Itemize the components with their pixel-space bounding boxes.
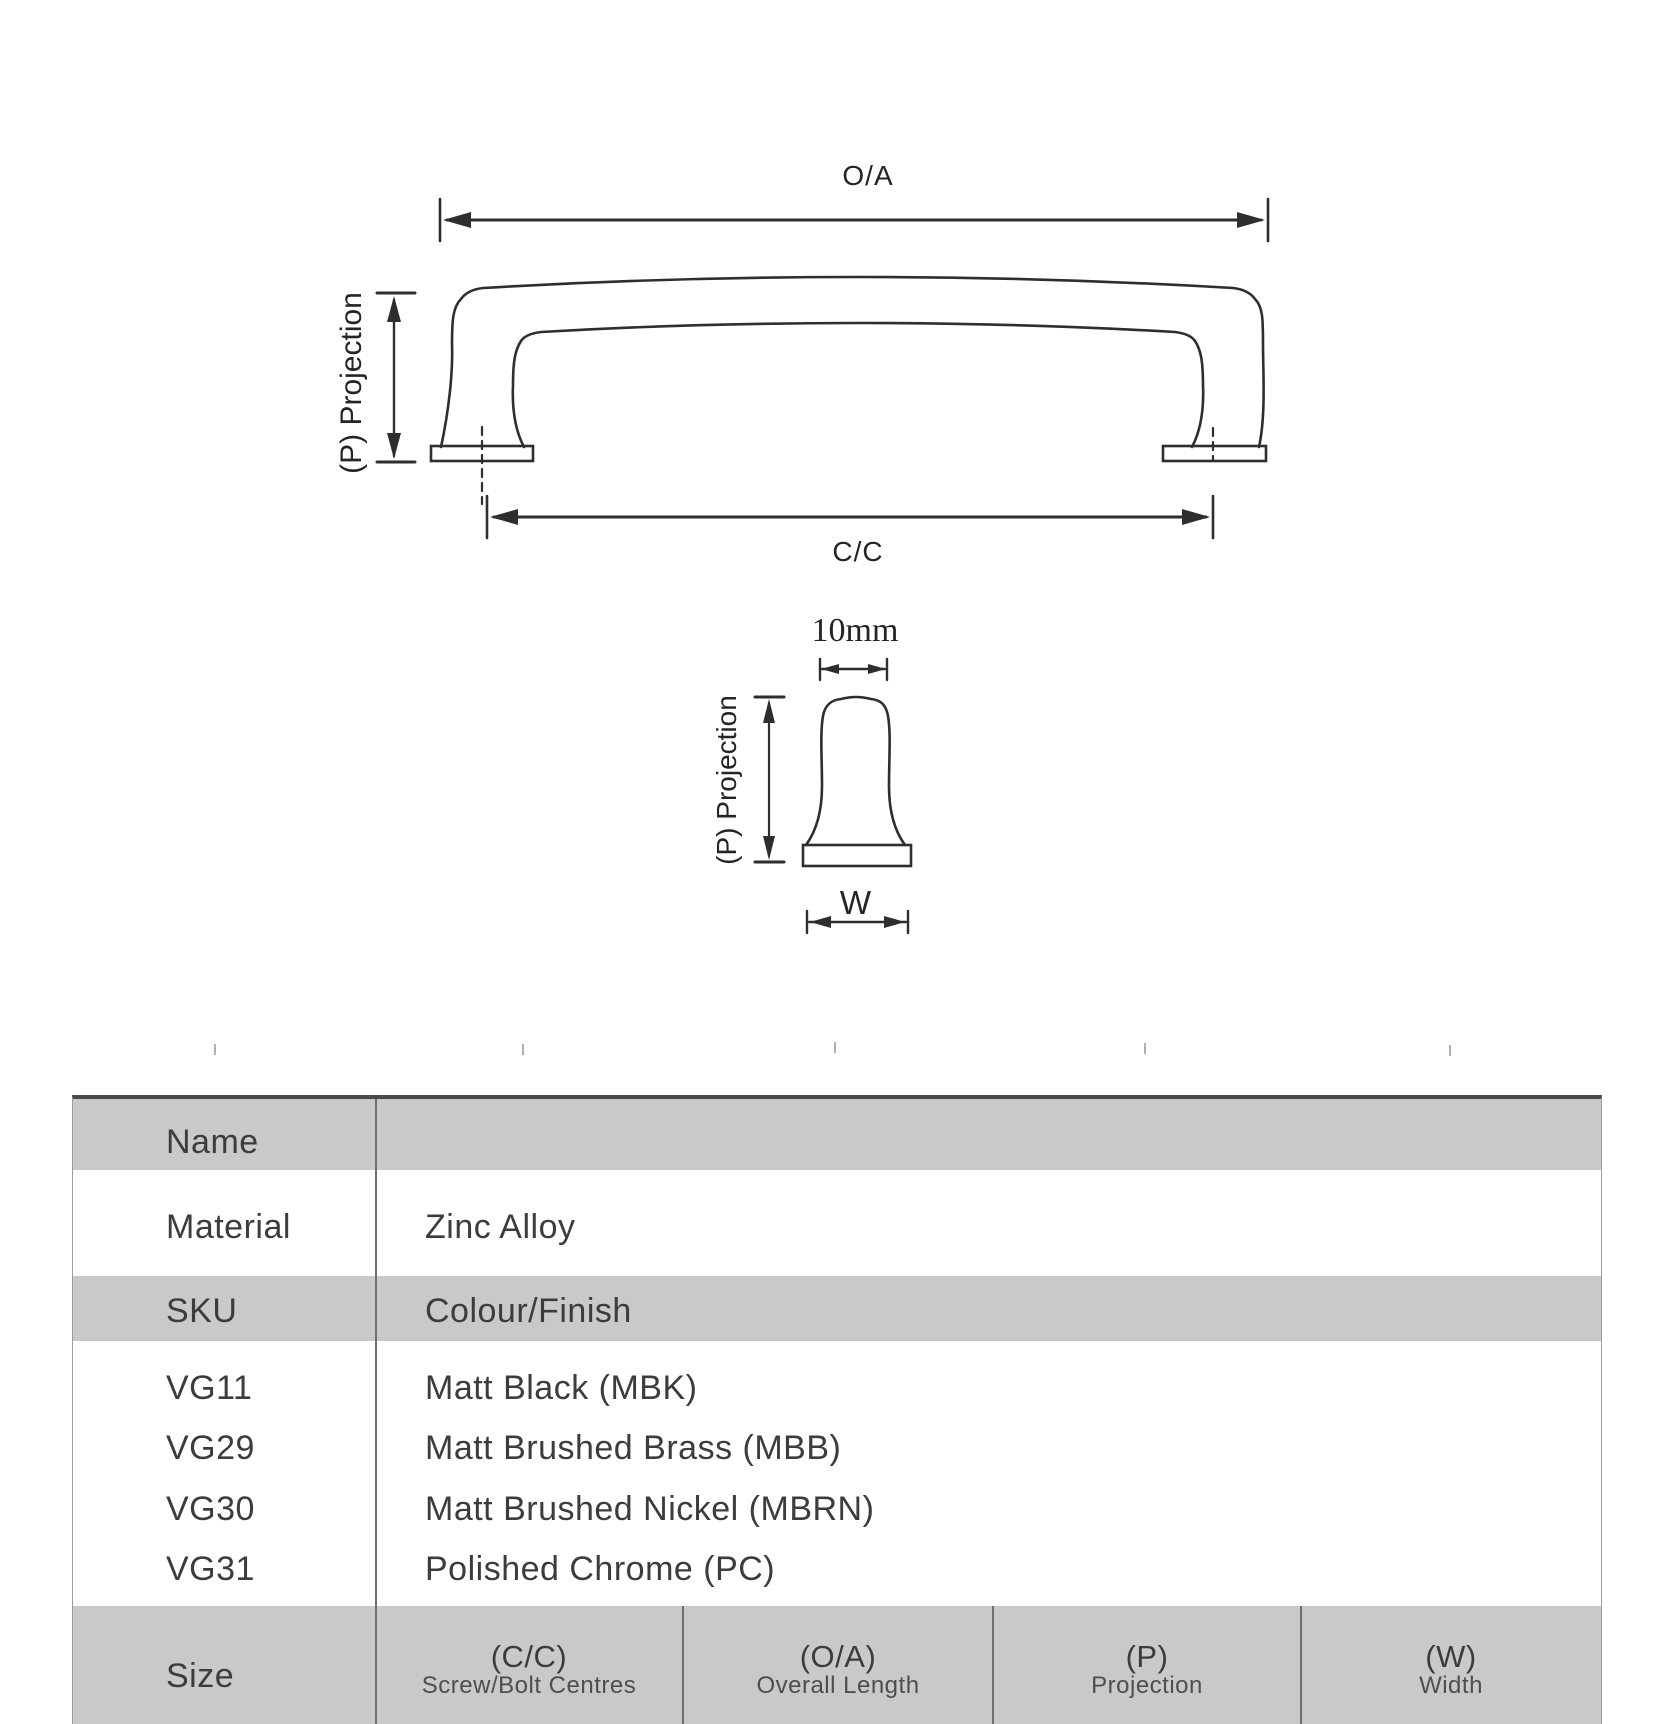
sku-finish: Matt Brushed Brass (MBB) bbox=[425, 1429, 842, 1467]
size-col-oa-abbr: (O/A) bbox=[799, 1639, 877, 1674]
table-row bbox=[73, 1538, 1601, 1598]
foot-outline bbox=[806, 697, 905, 845]
material-label: Material bbox=[166, 1208, 291, 1246]
size-col-cc-desc: Screw/Bolt Centres bbox=[421, 1672, 637, 1699]
p-end-arrow-down bbox=[763, 836, 775, 860]
sku-list bbox=[73, 1341, 1601, 1606]
sku-finish: Matt Black (MBK) bbox=[425, 1369, 698, 1407]
sku-code: VG30 bbox=[166, 1490, 255, 1528]
name-row bbox=[73, 1099, 1601, 1170]
table-row bbox=[73, 1417, 1601, 1477]
size-column-divider bbox=[682, 1606, 684, 1724]
size-col-p-abbr: (P) bbox=[1125, 1639, 1169, 1674]
overall-length-label: O/A bbox=[842, 160, 894, 191]
cc-arrow-right bbox=[1182, 509, 1210, 525]
sku-header-row bbox=[73, 1276, 1601, 1341]
artifact-tick bbox=[834, 1042, 836, 1053]
artifact-tick bbox=[1144, 1043, 1146, 1054]
p-end-arrow-up bbox=[763, 699, 775, 723]
handle-outer-outline bbox=[441, 277, 1264, 447]
foot-base-plate bbox=[803, 845, 911, 866]
sku-code: VG29 bbox=[166, 1429, 255, 1467]
size-col-w-abbr: (W) bbox=[1425, 1639, 1477, 1674]
sku-label: SKU bbox=[166, 1292, 238, 1330]
p-side-arrow-down bbox=[387, 433, 401, 459]
size-header-row bbox=[73, 1606, 1601, 1724]
artifact-tick bbox=[522, 1044, 524, 1055]
material-value: Zinc Alloy bbox=[425, 1208, 576, 1246]
projection-label-end-view: (P) Projection bbox=[711, 695, 742, 865]
artifact-tick bbox=[214, 1044, 216, 1055]
spec-table bbox=[72, 1095, 1602, 1724]
mm10-arrow-right bbox=[868, 664, 886, 674]
size-col-w-desc: Width bbox=[1419, 1672, 1483, 1699]
size-column-divider bbox=[992, 1606, 994, 1724]
table-row bbox=[73, 1478, 1601, 1538]
size-col-oa-desc: Overall Length bbox=[756, 1672, 920, 1699]
name-label: Name bbox=[166, 1123, 259, 1161]
material-row bbox=[73, 1170, 1601, 1276]
w-arrow-right bbox=[884, 916, 905, 928]
handle-inner-outline bbox=[513, 323, 1203, 447]
w-arrow-left bbox=[810, 916, 831, 928]
base-width-label: W bbox=[839, 884, 873, 921]
top-width-10mm-label: 10mm bbox=[811, 612, 899, 649]
cc-arrow-left bbox=[490, 509, 518, 525]
sku-code: VG31 bbox=[166, 1550, 255, 1588]
oa-arrow-right bbox=[1237, 212, 1265, 228]
p-side-arrow-up bbox=[387, 296, 401, 322]
centre-to-centre-label: C/C bbox=[832, 536, 884, 567]
mm10-arrow-left bbox=[821, 664, 839, 674]
artifact-tick bbox=[1449, 1045, 1451, 1056]
table-row bbox=[73, 1357, 1601, 1417]
table-column-divider bbox=[375, 1099, 377, 1724]
projection-label-side-view: (P) Projection bbox=[335, 292, 368, 474]
handle-base-plate-right bbox=[1163, 446, 1266, 461]
sku-finish: Polished Chrome (PC) bbox=[425, 1550, 776, 1588]
size-col-p-desc: Projection bbox=[1091, 1672, 1203, 1699]
colour-finish-label: Colour/Finish bbox=[425, 1292, 632, 1330]
size-column-divider bbox=[1300, 1606, 1302, 1724]
oa-arrow-left bbox=[443, 212, 471, 228]
sku-finish: Matt Brushed Nickel (MBRN) bbox=[425, 1490, 875, 1528]
sku-code: VG11 bbox=[166, 1369, 253, 1407]
size-col-cc-abbr: (C/C) bbox=[490, 1639, 568, 1674]
size-label: Size bbox=[166, 1657, 235, 1695]
